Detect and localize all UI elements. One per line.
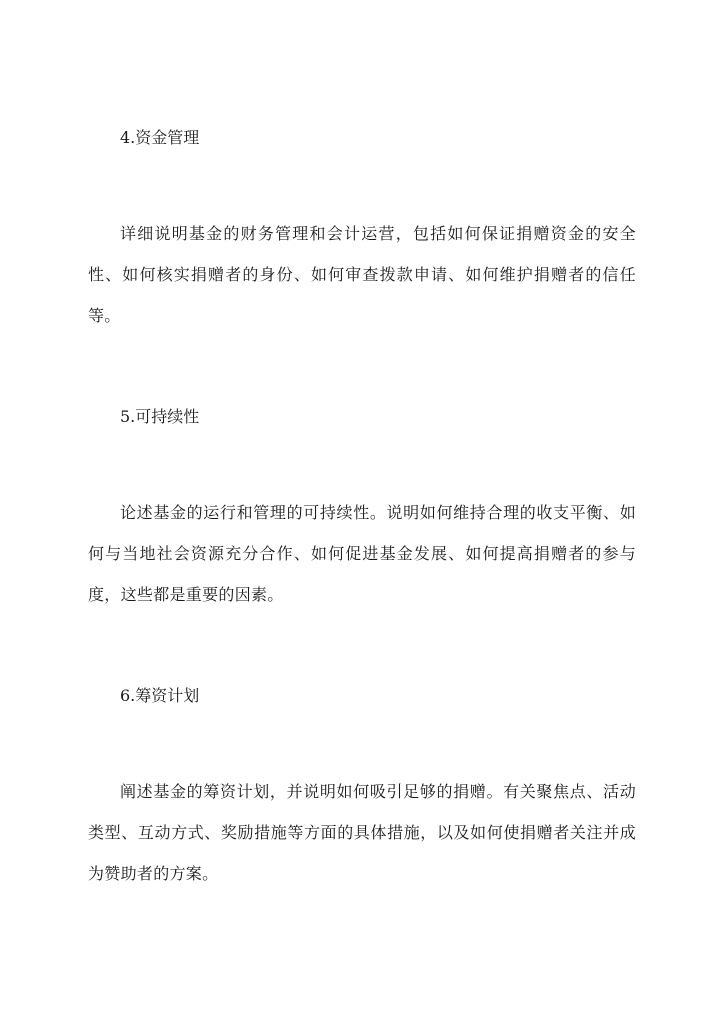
section-heading-fundraising-plan: 6.筹资计划 <box>120 686 200 705</box>
section-heading-fund-management: 4.资金管理 <box>120 128 200 147</box>
section-heading-sustainability: 5.可持续性 <box>120 407 200 426</box>
section-body-fund-management: 详细说明基金的财务管理和会计运营，包括如何保证捐赠资金的安全性、如何核实捐赠者的身份、如何审查拨款申请、如何维护捐赠者的信任等。 <box>88 224 636 325</box>
section-body-fundraising-plan: 阐述基金的筹资计划，并说明如何吸引足够的捐赠。有关聚焦点、活动类型、互动方式、奖励措施等方面的具体措施，以及如何使捐赠者关注并成为赞助者的方案。 <box>88 782 636 883</box>
section-body-sustainability: 论述基金的运行和管理的可持续性。说明如何维持合理的收支平衡、如何与当地社会资源充分合作、如何促进基金发展、如何提高捐赠者的参与度，这些都是重要的因素。 <box>88 503 636 604</box>
